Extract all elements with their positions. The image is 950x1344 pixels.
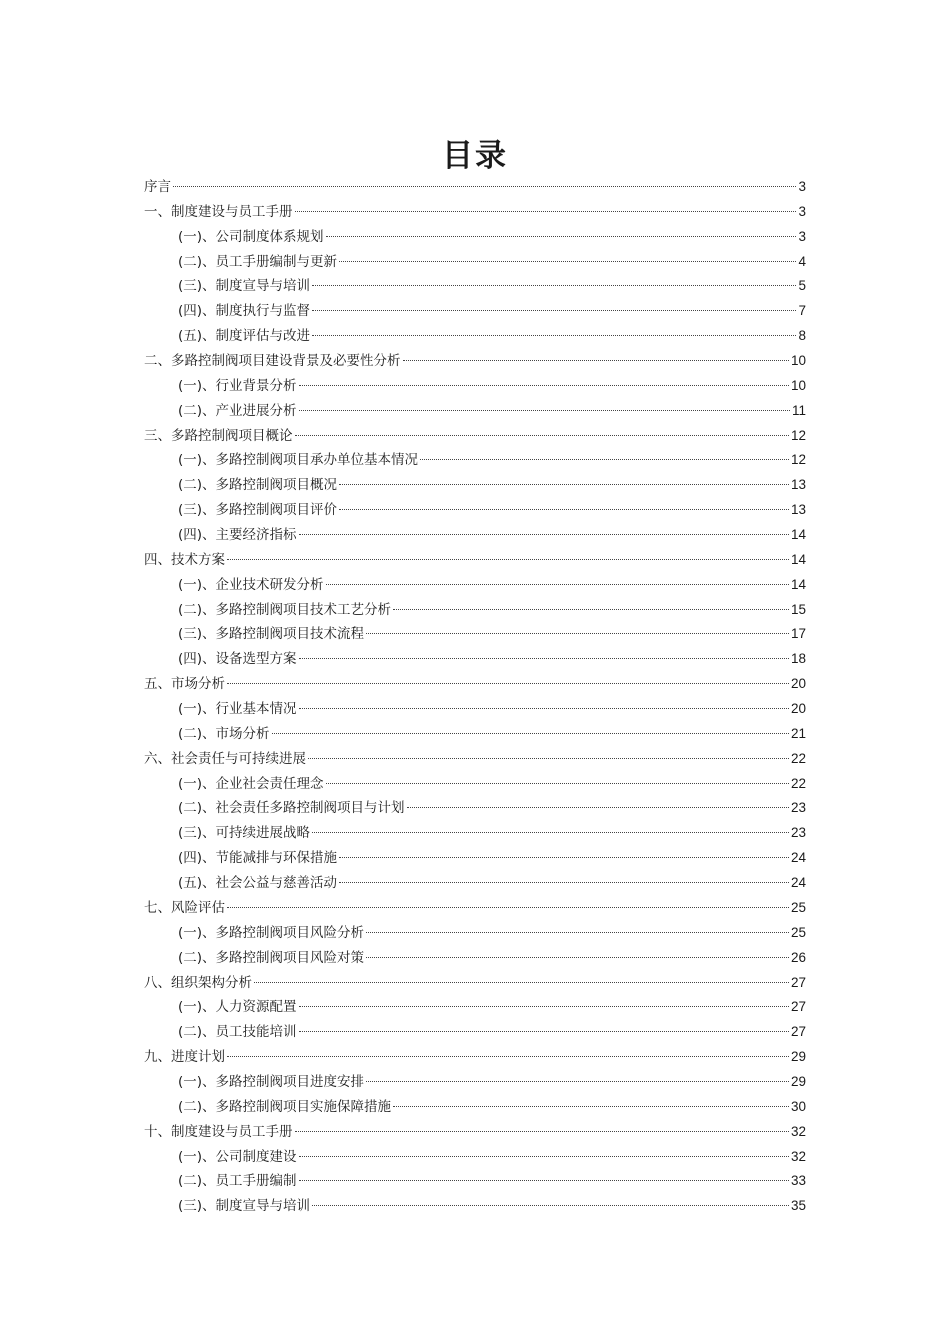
toc-section-entry[interactable] xyxy=(144,225,806,250)
toc-section-entry[interactable] xyxy=(144,1095,806,1120)
toc-page-number: 22 xyxy=(790,750,806,766)
toc-section-entry[interactable] xyxy=(144,448,806,473)
toc-entry-label: (一)、公司制度体系规划 xyxy=(178,228,324,245)
toc-entry-label: (二)、社会责任多路控制阀项目与计划 xyxy=(178,800,405,817)
toc-entry-label: 五、市场分析 xyxy=(144,676,225,693)
toc-dot-leader xyxy=(295,1131,789,1132)
toc-dot-leader xyxy=(393,609,789,610)
toc-section-entry[interactable] xyxy=(144,722,806,747)
toc-section-entry[interactable] xyxy=(144,772,806,797)
toc-dot-leader xyxy=(366,1081,789,1082)
toc-entry-label: 六、社会责任与可持续进展 xyxy=(144,750,306,767)
page-title: 目录 xyxy=(442,138,508,174)
toc-section-entry[interactable] xyxy=(144,1194,806,1219)
toc-dot-leader xyxy=(173,186,796,187)
toc-page-number: 20 xyxy=(790,676,806,692)
toc-dot-leader xyxy=(299,1006,789,1007)
toc-section-entry[interactable] xyxy=(144,573,806,598)
toc-dot-leader xyxy=(339,484,789,485)
toc-dot-leader xyxy=(326,584,789,585)
toc-entry-label: (二)、多路控制阀项目风险对策 xyxy=(178,949,365,966)
toc-entry-label: (三)、制度宣导与培训 xyxy=(178,1198,311,1215)
toc-page-number: 3 xyxy=(798,228,806,244)
toc-dot-leader xyxy=(254,982,789,983)
toc-page-number: 8 xyxy=(798,328,806,344)
toc-entry-label: 一、制度建设与员工手册 xyxy=(144,203,293,220)
toc-page-number: 32 xyxy=(790,1148,806,1164)
toc-dot-leader xyxy=(227,1056,789,1057)
toc-page-number: 26 xyxy=(790,949,806,965)
toc-page-number: 14 xyxy=(790,551,806,567)
toc-chapter-entry[interactable] xyxy=(144,971,806,996)
toc-page-number: 27 xyxy=(790,974,806,990)
toc-chapter-entry[interactable] xyxy=(144,200,806,225)
toc-dot-leader xyxy=(393,1106,789,1107)
toc-page-number: 29 xyxy=(790,1073,806,1089)
toc-page-number: 12 xyxy=(790,452,806,468)
toc-entry-label: (四)、设备选型方案 xyxy=(178,651,297,668)
toc-dot-leader xyxy=(366,633,789,634)
toc-dot-leader xyxy=(299,410,790,411)
toc-page-number: 10 xyxy=(790,377,806,393)
toc-entry-label: 二、多路控制阀项目建设背景及必要性分析 xyxy=(144,353,401,370)
toc-entry-label: (四)、主要经济指标 xyxy=(178,527,297,544)
toc-chapter-entry[interactable] xyxy=(144,175,806,200)
toc-entry-label: 八、组织架构分析 xyxy=(144,974,252,991)
toc-dot-leader xyxy=(299,534,789,535)
toc-dot-leader xyxy=(312,310,796,311)
toc-entry-label: (五)、制度评估与改进 xyxy=(178,328,311,345)
toc-entry-label: (一)、企业社会责任理念 xyxy=(178,775,324,792)
toc-section-entry[interactable] xyxy=(144,374,806,399)
toc-dot-leader xyxy=(339,857,789,858)
toc-entry-label: (一)、公司制度建设 xyxy=(178,1148,297,1165)
toc-page-number: 25 xyxy=(790,899,806,915)
toc-page-number: 13 xyxy=(790,502,806,518)
toc-section-entry[interactable] xyxy=(144,921,806,946)
toc-section-entry[interactable] xyxy=(144,299,806,324)
toc-section-entry[interactable] xyxy=(144,324,806,349)
toc-page-number: 33 xyxy=(790,1173,806,1189)
toc-section-entry[interactable] xyxy=(144,1169,806,1194)
toc-page-number: 32 xyxy=(790,1123,806,1139)
toc-page-number: 5 xyxy=(798,278,806,294)
toc-entry-label: (二)、市场分析 xyxy=(178,725,270,742)
toc-page-number: 35 xyxy=(790,1198,806,1214)
toc-page-number: 3 xyxy=(798,179,806,194)
toc-dot-leader xyxy=(299,1180,789,1181)
toc-section-entry[interactable] xyxy=(144,697,806,722)
toc-page-number: 17 xyxy=(790,626,806,642)
toc-entry-label: 七、风险评估 xyxy=(144,899,225,916)
toc-entry-label: (一)、多路控制阀项目承办单位基本情况 xyxy=(178,452,419,469)
toc-chapter-entry[interactable] xyxy=(144,1045,806,1070)
toc-dot-leader xyxy=(312,335,796,336)
toc-entry-label: (一)、企业技术研发分析 xyxy=(178,576,324,593)
toc-entry-label: (一)、人力资源配置 xyxy=(178,999,297,1016)
toc-entry-label: (三)、可持续进展战略 xyxy=(178,825,311,842)
toc-entry-label: (一)、多路控制阀项目风险分析 xyxy=(178,924,365,941)
toc-section-entry[interactable] xyxy=(144,1145,806,1170)
toc-dot-leader xyxy=(326,783,789,784)
toc-page-number: 23 xyxy=(790,825,806,841)
toc-entry-label: 序言 xyxy=(144,179,171,195)
toc-entry-label: (五)、社会公益与慈善活动 xyxy=(178,875,338,892)
toc-page-number: 4 xyxy=(798,253,806,269)
toc-section-entry[interactable] xyxy=(144,995,806,1020)
toc-dot-leader xyxy=(339,509,789,510)
toc-section-entry[interactable] xyxy=(144,647,806,672)
toc-page-number: 30 xyxy=(790,1098,806,1114)
toc-page-number: 20 xyxy=(790,701,806,717)
toc-dot-leader xyxy=(308,758,789,759)
toc-page-number: 25 xyxy=(790,924,806,940)
toc-page-number: 3 xyxy=(798,203,806,219)
toc-entry-label: (四)、节能减排与环保措施 xyxy=(178,850,338,867)
toc-chapter-entry[interactable] xyxy=(144,896,806,921)
toc-dot-leader xyxy=(326,236,797,237)
toc-dot-leader xyxy=(272,733,789,734)
toc-page-number: 27 xyxy=(790,999,806,1015)
toc-entry-label: (二)、员工技能培训 xyxy=(178,1024,297,1041)
toc-section-entry[interactable] xyxy=(144,1070,806,1095)
toc-chapter-entry[interactable] xyxy=(144,424,806,449)
toc-page-number: 15 xyxy=(790,601,806,617)
toc-chapter-entry[interactable] xyxy=(144,1120,806,1145)
toc-page-number: 18 xyxy=(790,651,806,667)
toc-dot-leader xyxy=(339,261,796,262)
toc-entry-label: (三)、制度宣导与培训 xyxy=(178,278,311,295)
toc-entry-label: (三)、多路控制阀项目技术流程 xyxy=(178,626,365,643)
toc-section-entry[interactable] xyxy=(144,946,806,971)
toc-entry-label: (四)、制度执行与监督 xyxy=(178,303,311,320)
toc-entry-label: (二)、多路控制阀项目技术工艺分析 xyxy=(178,601,392,618)
toc-entry-label: (二)、员工手册编制 xyxy=(178,1173,297,1190)
toc-dot-leader xyxy=(227,683,789,684)
toc-dot-leader xyxy=(227,907,789,908)
toc-page-number: 24 xyxy=(790,875,806,891)
toc-entry-label: (二)、多路控制阀项目实施保障措施 xyxy=(178,1098,392,1115)
toc-page-number: 24 xyxy=(790,850,806,866)
toc-section-entry[interactable] xyxy=(144,473,806,498)
toc-entry-label: (一)、行业背景分析 xyxy=(178,377,297,394)
toc-dot-leader xyxy=(312,832,789,833)
toc-dot-leader xyxy=(366,957,789,958)
toc-entry-label: (二)、员工手册编制与更新 xyxy=(178,253,338,270)
toc-section-entry[interactable] xyxy=(144,598,806,623)
toc-entry-label: (一)、行业基本情况 xyxy=(178,701,297,718)
toc-chapter-entry[interactable] xyxy=(144,548,806,573)
toc-dot-leader xyxy=(366,932,789,933)
toc-entry-label: (二)、产业进展分析 xyxy=(178,402,297,419)
toc-dot-leader xyxy=(295,211,797,212)
toc-dot-leader xyxy=(299,658,789,659)
toc-section-entry[interactable] xyxy=(144,498,806,523)
toc-entry-label: 十、制度建设与员工手册 xyxy=(144,1123,293,1140)
toc-entry-label: (二)、多路控制阀项目概况 xyxy=(178,477,338,494)
toc-section-entry[interactable] xyxy=(144,523,806,548)
toc-page-number: 29 xyxy=(790,1049,806,1065)
toc-dot-leader xyxy=(339,882,789,883)
toc-dot-leader xyxy=(407,807,789,808)
toc-page-number: 11 xyxy=(791,402,806,418)
toc-section-entry[interactable] xyxy=(144,821,806,846)
toc-dot-leader xyxy=(403,360,789,361)
toc-dot-leader xyxy=(312,1205,789,1206)
toc-dot-leader xyxy=(299,708,789,709)
toc-page-number: 23 xyxy=(790,800,806,816)
toc-section-entry[interactable] xyxy=(144,274,806,299)
toc-entry-label: 九、进度计划 xyxy=(144,1049,225,1066)
toc-dot-leader xyxy=(295,435,789,436)
toc-dot-leader xyxy=(299,1031,789,1032)
toc-entry-label: 三、多路控制阀项目概论 xyxy=(144,427,293,444)
toc-dot-leader xyxy=(312,285,796,286)
toc-section-entry[interactable] xyxy=(144,399,806,424)
toc-section-entry[interactable] xyxy=(144,250,806,275)
table-of-contents xyxy=(144,175,806,1219)
toc-dot-leader xyxy=(299,385,789,386)
toc-chapter-entry[interactable] xyxy=(144,349,806,374)
toc-entry-label: 四、技术方案 xyxy=(144,551,225,568)
toc-page-number: 7 xyxy=(798,303,806,319)
toc-chapter-entry[interactable] xyxy=(144,747,806,772)
toc-section-entry[interactable] xyxy=(144,871,806,896)
toc-page-number: 14 xyxy=(790,576,806,592)
toc-page-number: 10 xyxy=(790,353,806,369)
toc-chapter-entry[interactable] xyxy=(144,672,806,697)
toc-section-entry[interactable] xyxy=(144,1020,806,1045)
toc-page-number: 12 xyxy=(790,427,806,443)
toc-page-number: 22 xyxy=(790,775,806,791)
toc-dot-leader xyxy=(420,459,789,460)
toc-section-entry[interactable] xyxy=(144,622,806,647)
toc-page-number: 14 xyxy=(790,527,806,543)
toc-section-entry[interactable] xyxy=(144,846,806,871)
toc-section-entry[interactable] xyxy=(144,796,806,821)
toc-entry-label: (一)、多路控制阀项目进度安排 xyxy=(178,1073,365,1090)
toc-page-number: 21 xyxy=(790,725,806,741)
toc-page-number: 13 xyxy=(790,477,806,493)
toc-page-number: 27 xyxy=(790,1024,806,1040)
toc-entry-label: (三)、多路控制阀项目评价 xyxy=(178,502,338,519)
toc-dot-leader xyxy=(227,559,789,560)
toc-dot-leader xyxy=(299,1156,789,1157)
